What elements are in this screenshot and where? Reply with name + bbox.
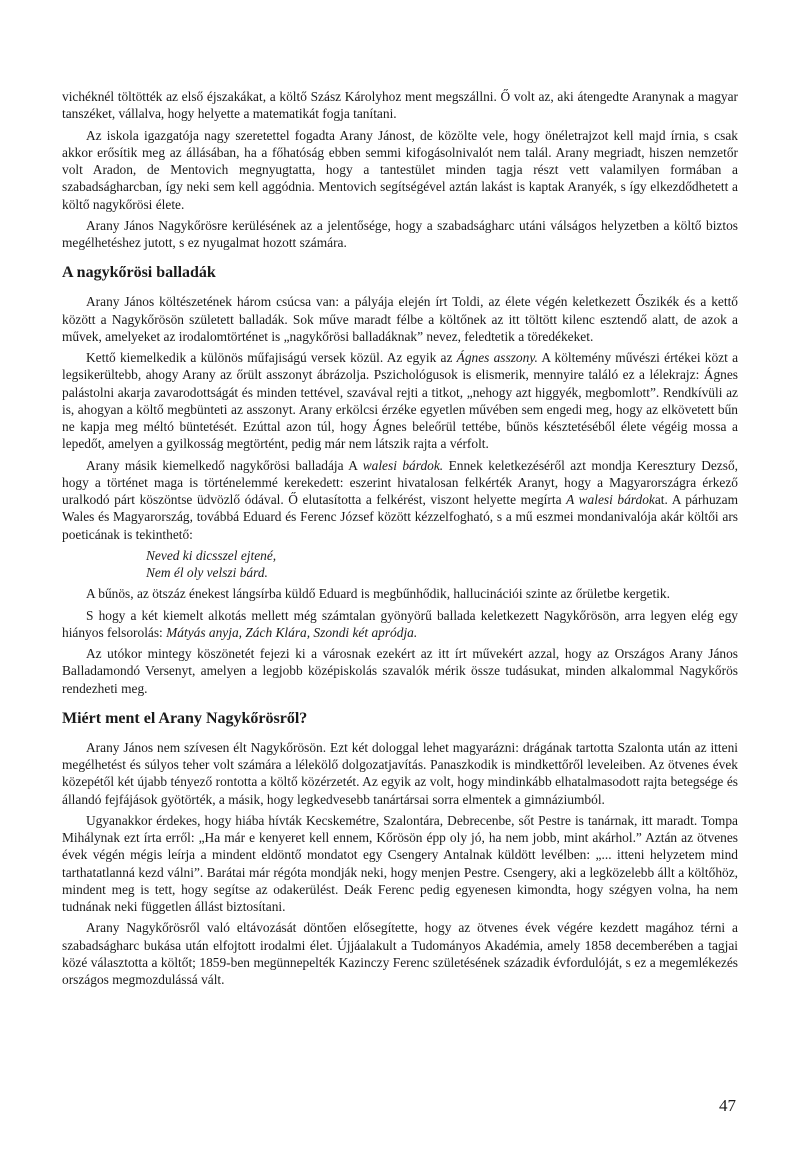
- verse-line: Nem él oly velszi bárd.: [146, 565, 268, 580]
- paragraph: Az iskola igazgatója nagy szeretettel fogadta Arany Jánost, de közölte vele, hogy önéletrajzot kell majd írnia, s csak akkor erősítik meg az állásában, ha a főhatóság ebben semmi kifogásolnivalót nem talál. Arany megriadt, hiszen nemzetőr volt Aradon, de Mentovich megnyugtatta, hogy a tantestület minden tagja részt vett valamilyen formában a szabadságharcban, így neki sem kell aggódnia. Mentovich segítségével aztán lakást is kaptak Aranyék, s így elkezdődhetett a költő nagykőrösi élete.: [62, 127, 738, 212]
- verse-quote: [146, 547, 738, 582]
- verse-line: Neved ki dicsszel ejtené,: [146, 547, 277, 563]
- paragraph: A bűnös, az ötszáz énekest lángsírba küldő Eduard is megbűnhődik, hallucinációi szinte az őrületbe kergetik.: [86, 586, 670, 602]
- work-title: walesi bárdok.: [362, 457, 444, 473]
- section-heading-balladak: A nagykőrösi balladák: [62, 264, 216, 282]
- paragraph: Kettő kiemelkedik a különös műfajiságú versek közül. Az egyik az Ágnes asszony. A költemény művészi értékei közt a legsikerültebb, ahogy Arany az őrült asszonyt ábrázolja. Pszichológusok is elismerik, mennyire találó ez a lélekrajz: Ágnes palástolni akarja zavarodottságát és minden tettével, szavával rejti a titkot, „nehogy azt higgyék, megbomlott”. Rendkívüli az is, ahogyan a költő megbünteti az asszonyt. Arany erkölcsi érzéke egyetlen művében sem engedi meg, hogy az elkövetett bűn ne kapja meg méltó büntetését. Ezúttal azon túl, hogy Ágnes beleőrül tettébe, bűnös késztetéséből élete végéig mossa a lepedőt, amelyen a gyilkosság megtörtént, pedig már nem látszik rajta a vérfolt.: [62, 350, 739, 452]
- paragraph: Arany János költészetének három csúcsa van: a pályája elején írt Toldi, az élete végén keletkezett Őszikék és a kettő között a Nagykőrösön született balladák. Sok műve maradt félbe a költőnek az itt töltött kilenc esztendő alatt, de azok a művek, amelyeket az irodalomtörténet is „nagykőrösi balladáknak” nevez, feledtetik a töredékeket.: [62, 294, 738, 344]
- paragraph: Ugyanakkor érdekes, hogy hiába hívták Kecskemétre, Szalontára, Debrecenbe, sőt Pestre is tanárnak, itt maradt. Tompa Mihálynak ezt írta erről: „Ha már e kenyeret kell ennem, Kőrösön épp oly jó, ha nem jobb, mint akárhol.” Aztán az ötvenes évek végén mégis leírja a mindent eldöntő mondatot egy Csengery Antalnak küldött levélben: „... itteni helyzetem mind tarthatatlanná kezd válni”. Barátai már régóta mondják neki, hogy menjen Pestre. Csengery, aki a legközelebb állt a költőhöz, mindent meg is tett, hogy segítse az odakerülést. Deák Ferenc pedig egyenesen kimondta, hogy szégyen volna, ha nem tudnának neki független állást biztosítani.: [62, 812, 738, 914]
- paragraph: Az utókor mintegy köszönetét fejezi ki a városnak ezekért az itt írt művekért azzal, hogy az Országos Arany János Balladamondó Versenyt, amelyen a legjobb középiskolás szavalók mérik össze tudásukat, minden alkalommal Nagykőrös rendezheti meg.: [62, 646, 738, 696]
- section-heading-miert: Miért ment el Arany Nagykőrösről?: [62, 709, 308, 727]
- work-title: A walesi bárdok: [566, 492, 655, 507]
- page-number: 47: [719, 1096, 736, 1115]
- work-titles: Mátyás anyja, Zách Klára, Szondi két apródja.: [166, 624, 418, 640]
- paragraph: vichéknél töltötték az első éjszakákat, a költő Szász Károlyhoz ment megszállni. Ő volt az, aki átengedte Aranynak a magyar tanszéket, vállalva, hogy helyette a matematikát fogja tanítani.: [62, 89, 738, 122]
- paragraph: Arany János Nagykőrösre kerülésének az a jelentősége, hogy a szabadságharc utáni válságos helyzetben a költő biztos megélhetéshez jutott, s ez nyugalmat hozott számára.: [62, 217, 738, 250]
- paragraph: S hogy a két kiemelt alkotás mellett még számtalan gyönyörű ballada keletkezett Nagykőrösön, arra legyen elég egy hiányos felsorolás: Mátyás anyja, Zách Klára, Szondi két apródja.: [62, 607, 738, 640]
- page-body: [62, 88, 738, 988]
- work-title: Ágnes asszony.: [456, 350, 538, 365]
- paragraph: Arany másik kiemelkedő nagykőrösi balladája A walesi bárdok. Ennek keletkezéséről azt mondja Keresztury Dezső, hogy a történet maga is történelemmé kerekedett: eszerint hivatalosan felkérték Aranyt, hogy a Magyarországra érkező uralkodó párt köszöntse üdvözlő ódával. Ő elutasította a felkérést, viszont helyette megírta A walesi bárdokat. A párhuzam Wales és Magyarország, továbbá Eduard és Ferenc József között kézzelfogható, s a mű eszmei mondanivalója akár költői ars poeticának is tekinthető:: [62, 457, 739, 542]
- paragraph: Arany János nem szívesen élt Nagykőrösön. Ezt két dologgal lehet magyarázni: drágának tartotta Szalonta után az itteni megélhetést és súlyos teher volt számára a lélekölő dolgozatjavítás. Panaszkodik is mindkettőről leveleiben. Az ötvenes évek közepétől két újabb tényező rontotta a költő közérzetét. Az egyik az volt, hogy mindinkább elhatalmasodott rajta betegsége és állandó fejfájások gyötörték, a másik, hogy legkedvesebb tanártársai sorra elmentek a gimnáziumból.: [62, 739, 738, 807]
- paragraph: Arany Nagykőrösről való eltávozását döntően elősegítette, hogy az ötvenes évek végére kezdett magához térni a szabadságharc bukása után elfojtott irodalmi élet. Újjáalakult a Tudományos Akadémia, amely 1858 decemberében a tagjai közé választotta a költőt; 1859-ben megünnepelték Kazinczy Ferenc születésének századik évfordulóját, s ez a megemlékezés országos megmozdulássá vált.: [62, 920, 738, 987]
